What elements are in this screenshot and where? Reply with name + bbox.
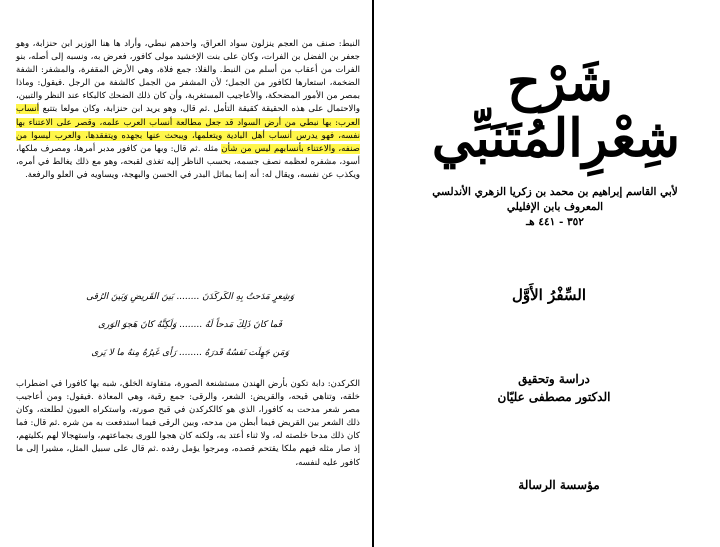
- editor-name: الدكتور مصطفى عليّان: [497, 390, 611, 404]
- verse-line-3: وَمَن جَهِلَت نَفسُهُ قَدرَهُ ........ رَأى غَيرُهُ مِنهُ ما لا يَرى: [91, 348, 289, 358]
- verse-line-2: فَما كانَ ذَلِكَ مَدحاً لَهُ ........ وَلَكِنَّهُ كانَ هَجوَ الوَرى: [98, 320, 282, 330]
- volume-label: السِّفْرُ الأَوَّل: [511, 286, 587, 304]
- commentary-paragraph-1: [16, 38, 360, 182]
- book-title-line-1: شَرْح: [507, 52, 613, 113]
- publisher-name: مؤسسة الرسالة: [518, 478, 600, 492]
- study-label: دراسة وتحقيق: [518, 372, 590, 386]
- author-name: لأبي القاسم إبراهيم بن محمد بن زكريا الزهري الأندلسي: [432, 186, 678, 198]
- highlighted-passage: أنساب العرب: بها نبطي من أرض السواد قد جعل مطالعة أنساب العرب علمه، وقصر على الاعتناء بها نفسه، فهو يدرس أنساب أهل البادية ويتعلمها، ويبحث عنها بجهده ويتفقدها، والعرب ليسوا من صنفه، والاعتناء بأنسابهم ليس من شأن: [16, 104, 360, 154]
- author-block: [410, 185, 700, 230]
- right-page-cover: [374, 0, 720, 547]
- book-title-line-2: شِعْرِالمُتَنَبِّي: [431, 108, 680, 169]
- paragraph-text-after: مثله .ثم قال: وبها من كافور مدبر أمرها، ومصرف ملكها، أسود، مشفره لعظمه نصف جسمه، بحسب الناظر إليه تغذى لقبحه، وهو مع ذلك يغالط في أمره، ويكذب عن نفسه، ويقال له: أنه إنما يماثل البدر في الحسن والبهجة، ويساويه في العلو والرفعة.: [16, 143, 360, 180]
- paragraph-text-before: النبط: صنف من العجم ينزلون سواد العراق، واحدهم نبطي، وأراد ها هنا الوزير ابن حنزابة، وهو جعفر بن الفضل بن الفرات، وكان على بنت الإخشيد مولى كافور، فعرض به، ونسبه إلى أصله، بنو الفرات من أعقاب من أسلم من النبط. والفلا: جمع فلاة، وهي الأرض المقفرة، والمشفر: الشفة الضخمة، استعارها لكافور من الجمل؛ لأن المشفر من الجمل كالشفة من الرجل .فيقول: وماذا بمصر من الأمور المضحكة، والأعاجيب المستغربة، وأن كان ذلك الضحك كالبكاء عند النظر والتبين، والاحتمال على هذه الحقيقة كقيقة التأمل .ثم قال، وهو يريد ابن حنزابة، وكان مولعا بتتبع: [16, 39, 360, 115]
- verse-line-1: وَشِعرٍ مَدَحتُ بِهِ الكَركَدَنَ ........ بَينَ القَريضِ وَبَينَ الرُقى: [86, 292, 294, 302]
- editor-block: [464, 370, 644, 406]
- author-known-as: المعروف بابن الإفليلي: [506, 201, 604, 213]
- author-dates: ٣٥٢ - ٤٤١ هـ: [526, 216, 584, 228]
- commentary-paragraph-2: الكركدن: دابة تكون بأرض الهندن مستشنعة الصورة، متفاوتة الخلق، شبه بها كافورا في اضطراب خلقه، وتناهي قبحه، والقريض: الشعر، والرقى: جمع رقية، وهي المعاذة .فيقول: ومن أعاجيب مصر شعر مدحت به كافورا، الذي هو كالكركدن في قبح صورته، واستكراه العيون لطلعته، وكان ذلك الشعر بين القريض فيما أبطن من مدحه، وبين الرقى فيما استدفعت به من شره .ثم قال: فما كان ذلك مدحا خلصته له، ولا ثناء أعتد به، ولكنه كان هجوا للورى بجماعتهم، واستهجالا لهم بكليتهم، إذ صار مثله فيهم ملكا يقتحم قصده، ومرجوا يؤمل رفده .ثم قال على سبيل المثل، مشيرا إلى ما كافور عليه لنفسه،: [16, 379, 360, 468]
- book-title: [431, 52, 680, 169]
